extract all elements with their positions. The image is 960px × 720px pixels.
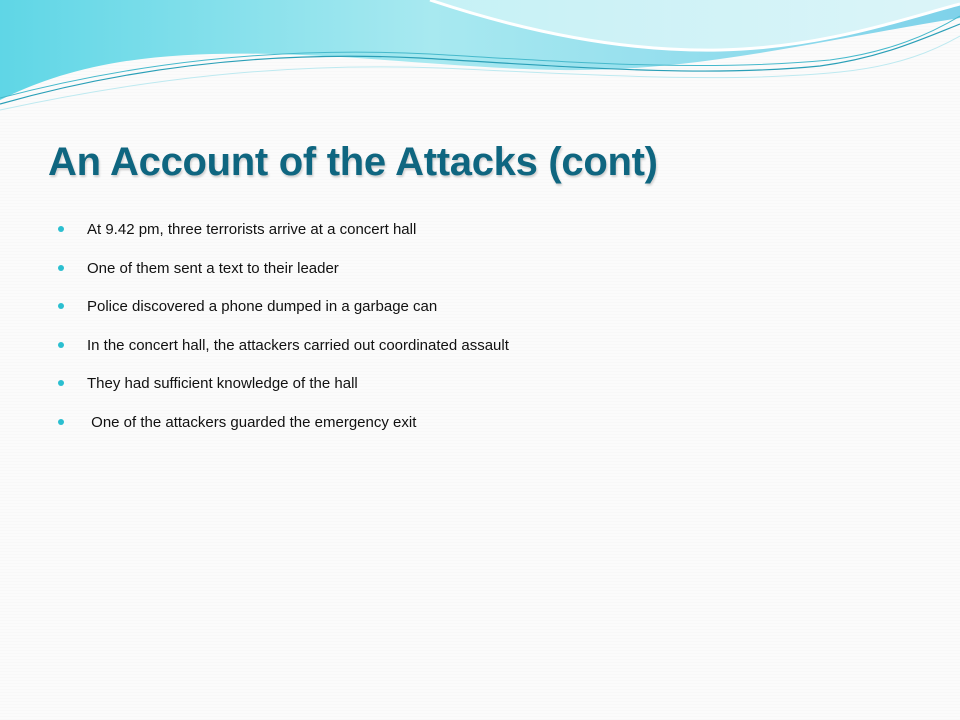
- bullet-item: [56, 336, 509, 375]
- slide-title: An Account of the Attacks (cont): [48, 140, 658, 184]
- bullet-dot-icon: [58, 342, 64, 348]
- bullet-item: [56, 413, 509, 452]
- bullet-dot-icon: [58, 226, 64, 232]
- bullet-text: In the concert hall, the attackers carried out coordinated assault: [87, 336, 509, 354]
- bullet-item: [56, 220, 509, 259]
- bullet-text: They had sufficient knowledge of the hall: [87, 375, 358, 392]
- bullet-dot-icon: [58, 380, 64, 386]
- bullet-list: [56, 220, 509, 451]
- bullet-item: [56, 297, 509, 336]
- bullet-text: One of them sent a text to their leader: [87, 259, 339, 277]
- bullet-text: At 9.42 pm, three terrorists arrive at a concert hall: [87, 221, 417, 238]
- bullet-text: Police discovered a phone dumped in a garbage can: [87, 298, 438, 315]
- header-wave-decoration: [0, 0, 960, 130]
- bullet-dot-icon: [58, 265, 64, 271]
- bullet-dot-icon: [58, 419, 64, 425]
- bullet-item: [56, 259, 509, 298]
- bullet-item: [56, 374, 509, 413]
- bullet-text: One of the attackers guarded the emergency exit: [87, 413, 417, 431]
- bullet-dot-icon: [58, 303, 64, 309]
